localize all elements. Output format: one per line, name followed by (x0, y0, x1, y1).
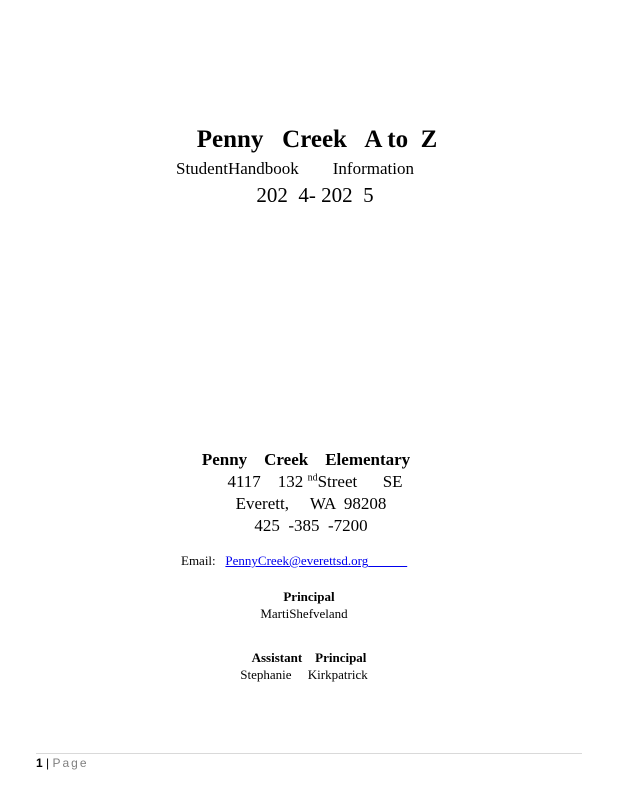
school-year: 202 4- 202 5 (256, 183, 374, 207)
address-ordinal-suffix: nd (307, 472, 318, 484)
page-number: 1 (36, 756, 43, 770)
footer-divider (36, 753, 582, 754)
city-state-zip: Everett, WA 98208 (235, 494, 387, 513)
assistant-principal-role: Assistant Principal (251, 650, 367, 665)
street-address (0, 472, 618, 492)
email-link[interactable]: PennyCreek@everettsd.org (225, 553, 369, 568)
email-label: Email: (181, 553, 216, 568)
phone-number: 425 -385 -7200 (254, 516, 368, 535)
email-link-trailing-underline (368, 553, 407, 568)
principal-name: MartiShefveland (260, 606, 348, 621)
address-number: 4117 132 (227, 472, 308, 491)
page-label: Page (52, 756, 89, 770)
document-subtitle: StudentHandbook Information (176, 159, 414, 178)
principal-role: Principal (283, 589, 335, 604)
document-title: Penny Creek A to Z (196, 126, 438, 153)
page-footer (36, 756, 89, 770)
school-name: Penny Creek Elementary (201, 450, 411, 469)
assistant-principal-name: Stephanie Kirkpatrick (240, 667, 368, 682)
address-street: Street SE (317, 472, 403, 491)
email-row (181, 553, 407, 569)
footer-separator: | (46, 756, 50, 770)
